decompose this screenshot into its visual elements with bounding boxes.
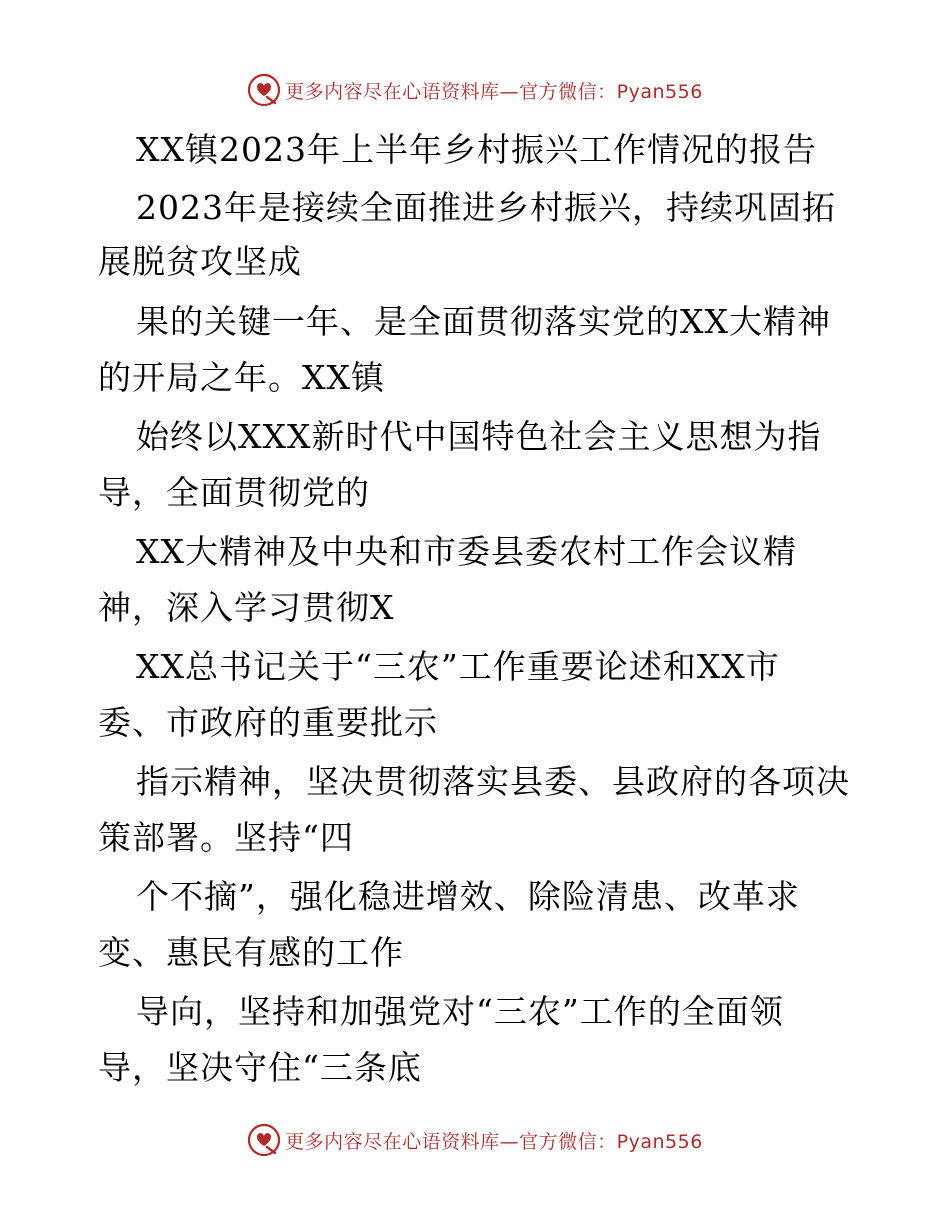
paragraph-line: 策部署。坚持“四 (98, 818, 354, 857)
paragraph-line: 展脱贫攻坚成 (98, 242, 302, 281)
heart-pen-logo-icon (247, 1123, 281, 1157)
paragraph-line: 2023年是接续全面推进乡村振兴，持续巩固拓 (136, 188, 836, 227)
paragraph-line: XX大精神及中央和市委县委农村工作会议精 (136, 532, 797, 571)
heart-pen-logo-icon (247, 73, 281, 107)
header-watermark (0, 70, 950, 110)
paragraph-line: XX总书记关于“三农”工作重要论述和XX市 (136, 647, 780, 686)
footer-watermark (0, 1120, 950, 1160)
paragraph-line: 始终以XXX新时代中国特色社会主义思想为指 (136, 417, 822, 456)
paragraph-line: 果的关键一年、是全面贯彻落实党的XX大精神 (136, 302, 831, 341)
document-title: XX镇2023年上半年乡村振兴工作情况的报告 (136, 130, 817, 169)
paragraph-line: 的开局之年。XX镇 (98, 358, 385, 397)
paragraph-line: 导向，坚持和加强党对“三农”工作的全面领 (136, 992, 784, 1031)
paragraph-line: 神，深入学习贯彻X (98, 588, 395, 627)
paragraph-line: 变、惠民有感的工作 (98, 933, 404, 972)
paragraph-line: 导，全面贯彻党的 (98, 473, 370, 512)
paragraph-line: 委、市政府的重要批示 (98, 703, 438, 742)
paragraph-line: 指示精神，坚决贯彻落实县委、县政府的各项决 (136, 762, 850, 801)
paragraph-line: 个不摘”，强化稳进增效、除险清患、改革求 (136, 877, 800, 916)
paragraph-line: 导，坚决守住“三条底 (98, 1048, 422, 1087)
header-watermark-text: 更多内容尽在心语资料库—官方微信：Pyan556 (285, 80, 703, 103)
footer-watermark-text: 更多内容尽在心语资料库—官方微信：Pyan556 (285, 1130, 703, 1153)
